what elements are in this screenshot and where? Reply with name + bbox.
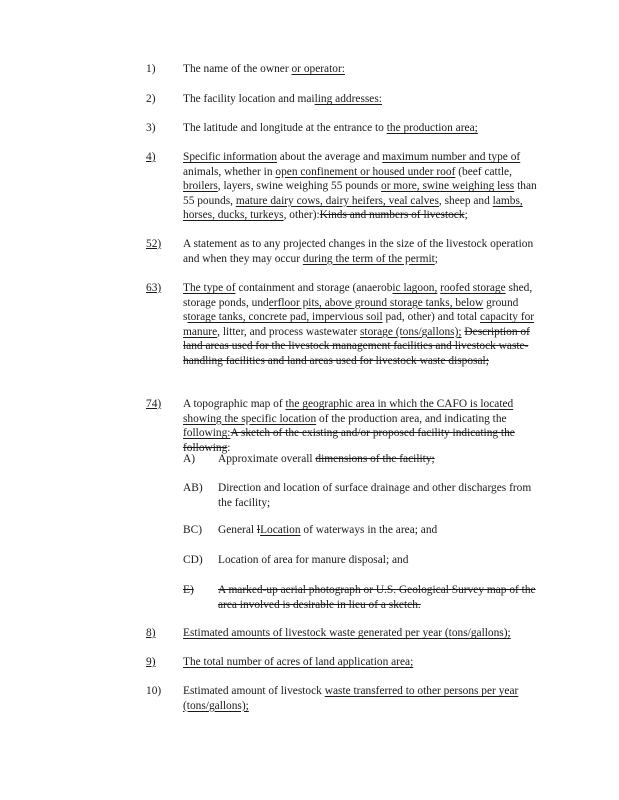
text-run: animals, whether in bbox=[183, 165, 276, 178]
inserted-text: lambs, horses, ducks, turkeys bbox=[183, 194, 523, 222]
item-number: 74) bbox=[146, 398, 162, 410]
text-run: , layers, swine weighing 55 pounds bbox=[217, 180, 382, 193]
text-run: about the average and bbox=[276, 151, 383, 163]
deleted-text: l bbox=[256, 524, 261, 536]
text-run: The latitude and longitude at the entrance to bbox=[183, 122, 387, 134]
text-run: The facility location and mai bbox=[183, 93, 315, 105]
deleted-text: Kinds and numbers of livestock bbox=[319, 209, 465, 222]
item-number: 63) bbox=[146, 282, 162, 294]
text-run: containment and storage (anaerob bbox=[235, 282, 393, 294]
text-run: : bbox=[227, 441, 231, 454]
item-text bbox=[183, 150, 546, 223]
inserted-text: storage (tons/gallons); bbox=[359, 325, 462, 338]
item-number: 4) bbox=[146, 151, 156, 163]
inserted-text: open confinement or housed under roof bbox=[275, 165, 456, 178]
text-run: Direction and location of surface drainage and other discharges from the facility; bbox=[218, 482, 532, 509]
text-run: Approximate overall bbox=[218, 453, 316, 465]
text-run: Location of area for manure disposal; and bbox=[218, 554, 409, 566]
text-run: A topographic map of bbox=[183, 398, 286, 410]
item-text bbox=[183, 121, 546, 136]
inserted-text: or operator: bbox=[291, 63, 345, 75]
inserted-text: the geographic area in which the CAFO is located showing the specific location bbox=[183, 398, 514, 425]
sub-item-text bbox=[218, 553, 546, 568]
sub-item-text bbox=[218, 583, 546, 612]
item-text bbox=[183, 655, 546, 670]
inserted-text: ic lagoon, bbox=[392, 282, 438, 294]
item-number: 10) bbox=[146, 685, 162, 697]
sub-item-letter: E) bbox=[183, 584, 194, 596]
inserted-text: torage tanks, concrete pad, impervious soil bbox=[187, 311, 383, 324]
item-text bbox=[183, 397, 546, 455]
text-run: , litter, and process wastewater bbox=[217, 325, 360, 338]
inserted-text: broilers bbox=[183, 180, 218, 193]
item-number: 2) bbox=[146, 93, 156, 105]
inserted-text: following: bbox=[183, 427, 231, 440]
text-run: , sheep and bbox=[438, 194, 493, 207]
inserted-text: waste transferred to other persons per year (tons/gallons); bbox=[183, 685, 519, 712]
deleted-text: dimensions of the facility; bbox=[315, 453, 435, 465]
inserted-text: the production area; bbox=[386, 122, 478, 134]
item-text bbox=[183, 281, 546, 369]
item-number: 8) bbox=[146, 627, 156, 639]
text-run: A statement as to any projected changes in the size of the livestock operation and when they may occur bbox=[183, 238, 534, 265]
inserted-text: The total number of acres of land application area; bbox=[183, 656, 414, 668]
text-run: , other): bbox=[283, 209, 320, 222]
inserted-text: Estimated amounts of livestock waste generated per year (tons/gallons); bbox=[183, 627, 511, 639]
sub-item-text bbox=[218, 452, 546, 467]
sub-item-text bbox=[218, 481, 546, 510]
text-run: (beef cattle, bbox=[455, 165, 512, 178]
item-number: 9) bbox=[146, 656, 156, 668]
inserted-text: maximum number and type of bbox=[382, 151, 521, 163]
text-run: Estimated amount of livestock bbox=[183, 685, 325, 697]
item-number: 1) bbox=[146, 63, 156, 75]
sub-item-letter: AB) bbox=[183, 482, 203, 494]
item-text bbox=[183, 62, 546, 77]
item-number: 3) bbox=[146, 122, 156, 134]
text-run: pad, other) and total bbox=[382, 311, 481, 324]
inserted-text: erfloor pits, above ground storage tanks, below bbox=[268, 296, 484, 309]
text-run: ground s bbox=[183, 296, 519, 324]
inserted-text: ling addresses: bbox=[314, 93, 382, 105]
deleted-text: A marked-up aerial photograph or U.S. Geological Survey map of the area involved is desirable in lieu of a sketch. bbox=[218, 584, 536, 611]
text-run: The name of the owner bbox=[183, 63, 292, 75]
deleted-text: Description of land areas used for the livestock management facilities and livestock waste-handling facilities and land areas used for livestock waste disposal; bbox=[183, 325, 530, 367]
item-text bbox=[183, 626, 546, 641]
deleted-text: A sketch of the existing and/or proposed facility indicating the following bbox=[183, 427, 515, 454]
text-run: ; bbox=[434, 252, 438, 265]
item-text bbox=[183, 92, 546, 107]
sub-item-letter: BC) bbox=[183, 524, 202, 536]
sub-item-text bbox=[218, 523, 546, 538]
text-run: shed, storage ponds, und bbox=[183, 282, 533, 309]
inserted-text: during the term of the permit bbox=[302, 252, 435, 265]
inserted-text: The type of bbox=[183, 282, 236, 294]
inserted-text: Location bbox=[260, 524, 301, 536]
inserted-text: roofed storage bbox=[440, 282, 506, 294]
item-number: 52) bbox=[146, 238, 162, 250]
inserted-text: or more, swine weighing less bbox=[381, 180, 515, 193]
inserted-text: capacity for manure bbox=[183, 311, 535, 338]
text-run: of the production area, and indicating the bbox=[316, 412, 507, 425]
inserted-text: Specific information bbox=[183, 151, 277, 163]
sub-item-letter: A) bbox=[183, 453, 196, 465]
text-run: of waterways in the area; and bbox=[300, 524, 438, 536]
item-text bbox=[183, 237, 546, 266]
text-run: ; bbox=[464, 209, 468, 222]
text-run: than 55 pounds, bbox=[183, 180, 537, 207]
inserted-text: mature dairy cows, dairy heifers, veal calves bbox=[235, 194, 439, 207]
item-text bbox=[183, 684, 546, 713]
text-run: General bbox=[218, 524, 257, 536]
sub-item-letter: CD) bbox=[183, 554, 203, 566]
